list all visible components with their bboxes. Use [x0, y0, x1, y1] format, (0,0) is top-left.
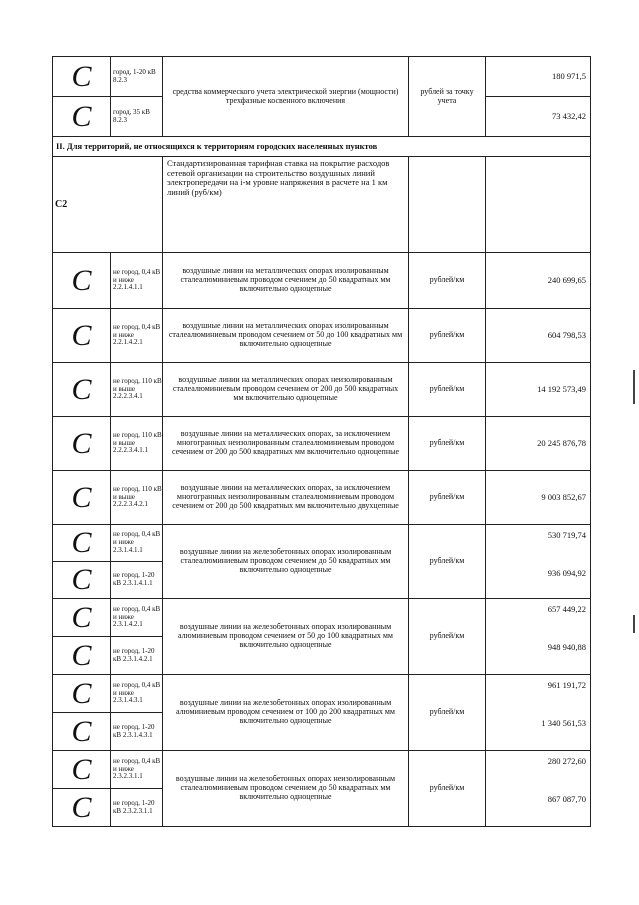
formula-letter: C [53, 253, 111, 309]
row-amount: 280 272,60 [547, 756, 586, 766]
row-code: не город, 0,4 кВ и ниже 2.2.1.4.1.1 [111, 253, 163, 309]
margin-mark [633, 370, 635, 404]
table-row [53, 471, 591, 525]
row-amount: 20 245 876,78 [486, 417, 591, 471]
row-amount: 948 940,88 [547, 641, 586, 652]
row-code: не город, 110 кВ и выше 2.2.2.3.4.1 [111, 363, 163, 417]
table-row [53, 253, 591, 309]
row-unit: рублей/км [409, 599, 486, 675]
row-code: не город, 110 кВ и выше 2.2.2.3.4.2.1 [111, 471, 163, 525]
row-code: не город, 1-20 кВ 2.3.1.4.1.1 [111, 562, 163, 599]
empty-cell [486, 157, 591, 253]
row-amount-pair [486, 675, 591, 751]
formula-letter: C [53, 637, 111, 675]
row-code: город, 35 кВ 8.2.3 [111, 97, 163, 137]
table-row [53, 599, 591, 637]
table-row [53, 525, 591, 562]
row-unit: рублей/км [409, 675, 486, 751]
row-description: воздушные линии на металлических опорах, за исключением многогранных неизолированным сталеалюминиевым проводом сечением от 200 до 500 квадратных мм включительно одноцепные [163, 417, 409, 471]
formula-letter: C [53, 675, 111, 713]
c2-label: С2 [53, 157, 163, 253]
table-row [53, 363, 591, 417]
row-code: не город, 0,4 кВ и ниже 2.2.1.4.2.1 [111, 309, 163, 363]
formula-letter: C [53, 525, 111, 562]
section-title: II. Для территорий, не относящихся к территориям городских населенных пунктов [53, 137, 591, 157]
row-description: воздушные линии на металлических опорах, за исключением многогранных неизолированным сталеалюминиевым проводом сечением от 200 до 500 квадратных мм включительно двухцепные [163, 471, 409, 525]
row-code: не город, 0,4 кВ и ниже 2.3.1.4.1.1 [111, 525, 163, 562]
row-code: не город, 0,4 кВ и ниже 2.3.1.4.3.1 [111, 675, 163, 713]
row-amount: 936 094,92 [547, 567, 586, 578]
row-code: не город, 1-20 кВ 2.3.2.3.1.1 [111, 789, 163, 827]
row-description: средства коммерческого учета электрической энергии (мощности) трехфазные косвенного включения [163, 57, 409, 137]
row-amount-pair [486, 599, 591, 675]
row-code: не город, 110 кВ и выше 2.2.2.3.4.1.1 [111, 417, 163, 471]
row-amount: 604 798,53 [486, 309, 591, 363]
row-unit: рублей/км [409, 417, 486, 471]
row-amount: 530 719,74 [547, 530, 586, 540]
row-code: не город, 0,4 кВ и ниже 2.3.2.3.1.1 [111, 751, 163, 789]
row-amount: 867 087,70 [547, 793, 586, 804]
row-amount: 1 340 561,53 [541, 717, 586, 728]
row-description: воздушные линии на металлических опорах неизолированным сталеалюминиевым проводом сечением от 200 до 500 квадратных мм включительно одноцепные [163, 363, 409, 417]
row-code: не город, 0,4 кВ и ниже 2.3.1.4.2.1 [111, 599, 163, 637]
table-row [53, 157, 591, 253]
table-row [53, 57, 591, 97]
row-amount: 961 191,72 [547, 680, 586, 690]
row-description: воздушные линии на железобетонных опорах изолированным алюминиевым проводом сечением от 50 до 100 квадратных мм включительно одноцепные [163, 599, 409, 675]
table-row [53, 751, 591, 789]
row-description: воздушные линии на железобетонных опорах изолированным алюминиевым проводом сечением от 100 до 200 квадратных мм включительно одноцепные [163, 675, 409, 751]
formula-letter: C [53, 363, 111, 417]
row-amount-pair [486, 525, 591, 599]
row-code: город, 1-20 кВ 8.2.3 [111, 57, 163, 97]
tariff-table [52, 56, 591, 827]
formula-letter: C [53, 417, 111, 471]
section-row [53, 137, 591, 157]
formula-letter: C [53, 751, 111, 789]
row-unit: рублей/км [409, 309, 486, 363]
row-description: воздушные линии на железобетонных опорах изолированным сталеалюминиевым проводом сечением до 50 квадратных мм включительно одноцепные [163, 525, 409, 599]
table-row [53, 417, 591, 471]
row-amount: 9 003 852,67 [486, 471, 591, 525]
empty-cell [409, 157, 486, 253]
formula-letter: C [53, 599, 111, 637]
row-amount: 657 449,22 [547, 604, 586, 614]
row-amount: 240 699,65 [486, 253, 591, 309]
row-description: воздушные линии на железобетонных опорах неизолированным сталеалюминиевым проводом сечением до 50 квадратных мм включительно одноцепные [163, 751, 409, 827]
row-amount: 73 432,42 [486, 97, 591, 137]
formula-letter: C [53, 789, 111, 827]
row-amount: 180 971,5 [486, 57, 591, 97]
formula-letter: C [53, 471, 111, 525]
formula-letter: C [53, 97, 111, 137]
row-unit: рублей/км [409, 525, 486, 599]
row-unit: рублей/км [409, 471, 486, 525]
formula-letter: C [53, 562, 111, 599]
row-description: воздушные линии на металлических опорах изолированным сталеалюминиевым проводом сечением от 50 до 100 квадратных мм включительно одноцепные [163, 309, 409, 363]
margin-mark [633, 615, 635, 633]
formula-letter: C [53, 309, 111, 363]
c2-description: Стандартизированная тарифная ставка на покрытие расходов сетевой организации на строительство воздушных линий электропередачи на i-м уровне напряжения в расчете на 1 км линий (руб/км) [163, 157, 409, 253]
row-unit: рублей/км [409, 253, 486, 309]
row-code: не город, 1-20 кВ 2.3.1.4.3.1 [111, 713, 163, 751]
row-unit: рублей/км [409, 363, 486, 417]
row-unit: рублей за точку учета [409, 57, 486, 137]
table-row [53, 675, 591, 713]
row-amount: 14 192 573,49 [486, 363, 591, 417]
formula-letter: C [53, 713, 111, 751]
table-row [53, 309, 591, 363]
row-amount-pair [486, 751, 591, 827]
row-unit: рублей/км [409, 751, 486, 827]
row-description: воздушные линии на металлических опорах изолированным сталеалюминиевым проводом сечением до 50 квадратных мм включительно одноцепные [163, 253, 409, 309]
row-code: не город, 1-20 кВ 2.3.1.4.2.1 [111, 637, 163, 675]
formula-letter: C [53, 57, 111, 97]
